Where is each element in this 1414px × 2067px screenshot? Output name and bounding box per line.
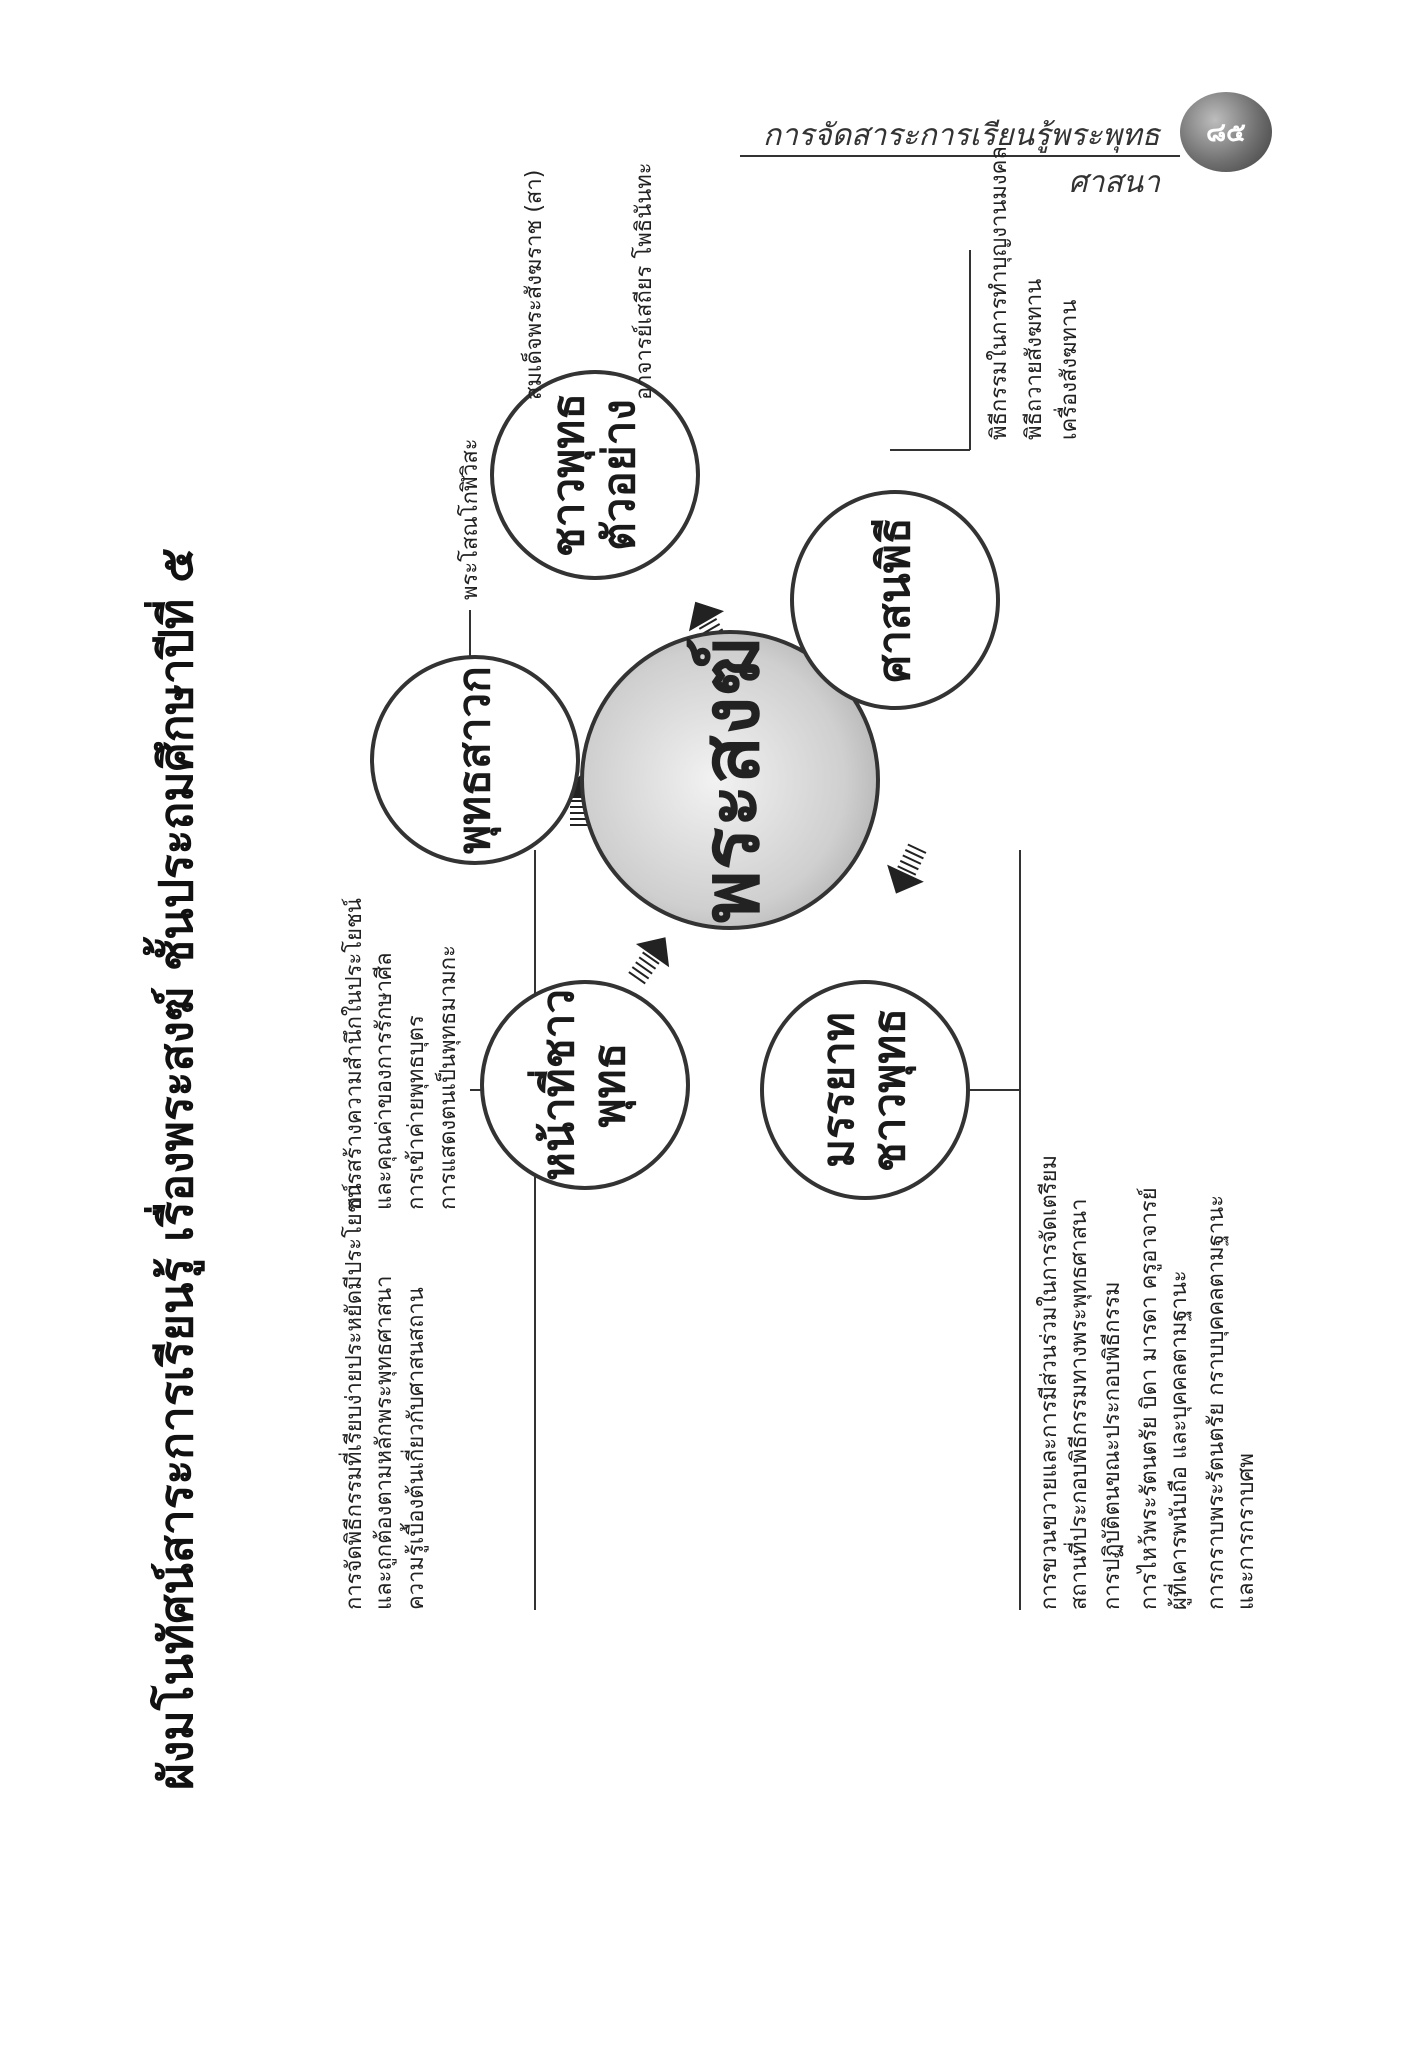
node-exemplar bbox=[490, 370, 700, 580]
node-manners bbox=[760, 980, 970, 1200]
duty-item: และถูกต้องตามหลักพระพุทธศาสนา bbox=[372, 1275, 397, 1610]
ritual-item: พิธีกรรมในการทำบุญงานมงคล bbox=[987, 146, 1012, 440]
node-disciple bbox=[370, 655, 580, 865]
exemplar-item: อาจารย์เสถียร โพธินันทะ bbox=[632, 162, 657, 400]
manners-item: และการกราบศพ bbox=[1234, 1453, 1259, 1610]
manners-item: ผู้ที่เคารพนับถือ และบุคคลตามฐานะ bbox=[1167, 1270, 1192, 1610]
exemplar-item: สมเด็จพระสังฆราช (สา) bbox=[522, 169, 547, 400]
node-exemplar-label: ชาวพุทธตัวอย่าง bbox=[543, 392, 645, 558]
disciple-item: พระโสณโกฬิวิสะ bbox=[458, 438, 483, 600]
manners-item: การขวนขวายและการมีส่วนร่วมในการจัดเตรียม bbox=[1037, 1155, 1062, 1610]
manners-item: การกราบพระรัตนตรัย กราบบุคคลตามฐานะ bbox=[1204, 1194, 1229, 1610]
node-duty bbox=[480, 980, 690, 1190]
node-manners-label: มรรยาทชาวพุทธ bbox=[813, 1007, 915, 1173]
manners-item: การไหว้พระรัตนตรัย บิดา มารดา ครูอาจารย์ bbox=[1137, 1187, 1162, 1610]
duty-item: และคุณค่าของการรักษาศีล bbox=[372, 952, 397, 1210]
concept-map bbox=[140, 90, 1290, 1850]
node-ritual-label: ศาสนพิธี bbox=[868, 517, 920, 683]
node-disciple-label: พุทธสาวก bbox=[448, 666, 500, 854]
node-ritual bbox=[790, 490, 1000, 710]
manners-item: การปฏิบัติตนขณะประกอบพิธีกรรม bbox=[1100, 1281, 1125, 1610]
manners-item: สถานที่ประกอบพิธีกรรมทางพระพุทธศาสนา bbox=[1067, 1198, 1092, 1610]
duty-item: การสร้างความสำนึกในประโยชน์ bbox=[342, 898, 367, 1210]
running-header: การจัดสาระการเรียนรู้พระพุทธศาสนา bbox=[762, 118, 1160, 200]
duty-item: การจัดพิธีกรรมที่เรียบง่ายประหยัดมีประโยชน์ bbox=[342, 1183, 367, 1610]
node-duty-label: หน้าที่ชาวพุทธ bbox=[533, 988, 635, 1182]
center-label: พระสงฆ์ bbox=[683, 637, 777, 923]
duty-item: ความรู้เบื้องต้นเกี่ยวกับศาสนสถาน bbox=[404, 1287, 429, 1610]
duty-item: การแสดงตนเป็นพุทธมามกะ bbox=[436, 945, 461, 1210]
duty-item: การเข้าค่ายพุทธบุตร bbox=[404, 1015, 429, 1210]
diagram-title: ผังมโนทัศน์สาระการเรียนรู้ เรื่องพระสงฆ์ ชั้นประถมศึกษาปีที่ ๕ bbox=[149, 547, 203, 1790]
ritual-item: เครื่องสังฆทาน bbox=[1057, 299, 1082, 440]
ritual-item: พิธีถวายสังฆทาน bbox=[1022, 278, 1047, 440]
page-number: ๘๕ bbox=[1180, 92, 1272, 172]
